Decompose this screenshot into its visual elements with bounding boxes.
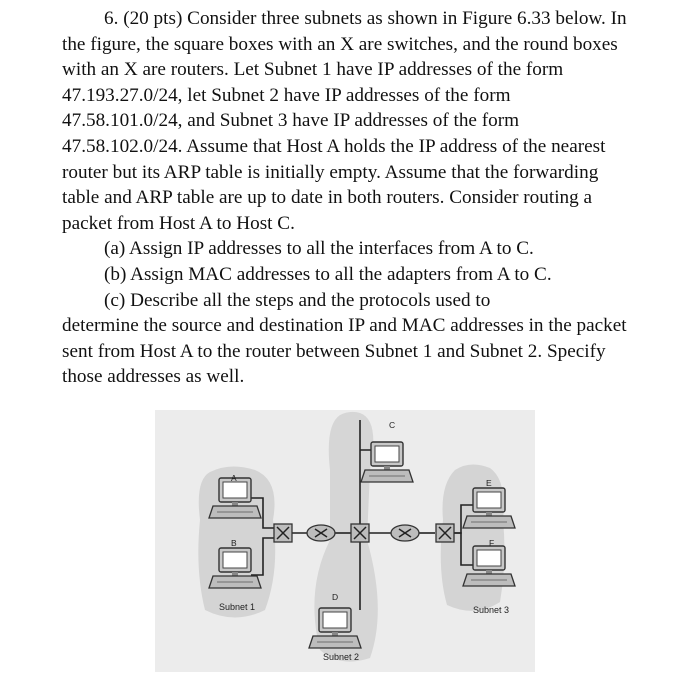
question-part-c-continued: determine the source and destination IP and MAC addresses in the packet sent from Host A to the router between Subnet 1 and Subnet 2. Specify those addresses as well. [62,315,627,388]
question-part-a: (a) Assign IP addresses to all the interfaces from A to C. [104,238,534,260]
question-part-c: (c) Describe all the steps and the protocols used to [104,289,491,311]
subnet-3-label: Subnet 3 [473,605,510,615]
router-2 [391,525,419,541]
switch-subnet-2 [351,524,369,542]
switch-subnet-1 [274,524,292,542]
host-f-label: F [489,538,495,548]
router-1 [307,525,335,541]
host-c-label: C [389,420,396,430]
switch-subnet-3 [436,524,454,542]
question-stem: 6. (20 pts) Consider three subnets as shown in Figure 6.33 below. In the figure, the square boxes with an X are switches, and the round boxes with an X are routers. Let Subnet 1 have IP addresses of the form 47.193.27.0/24, let Subnet 2 have IP addresses of the form 47.58.101.0/24, and Subnet 3 have IP addresses of the form 47.58.102.0/24. Assume that Host A holds the IP address of the nearest router but its ARP table is initially empty. Assume that the forwarding table and ARP table are up to date in both routers. Consider routing a packet from Host A to Host C. [62,8,627,234]
network-figure [155,410,535,672]
host-d-label: D [332,592,339,602]
subnet-1-label: Subnet 1 [219,602,256,612]
network-diagram [155,410,535,672]
question-part-b: (b) Assign MAC addresses to all the adapters from A to C. [104,263,552,285]
host-b-label: B [231,538,237,548]
host-a-label: A [231,473,237,483]
subnet-2-label: Subnet 2 [323,652,360,662]
question [62,6,628,390]
host-e-label: E [486,478,492,488]
